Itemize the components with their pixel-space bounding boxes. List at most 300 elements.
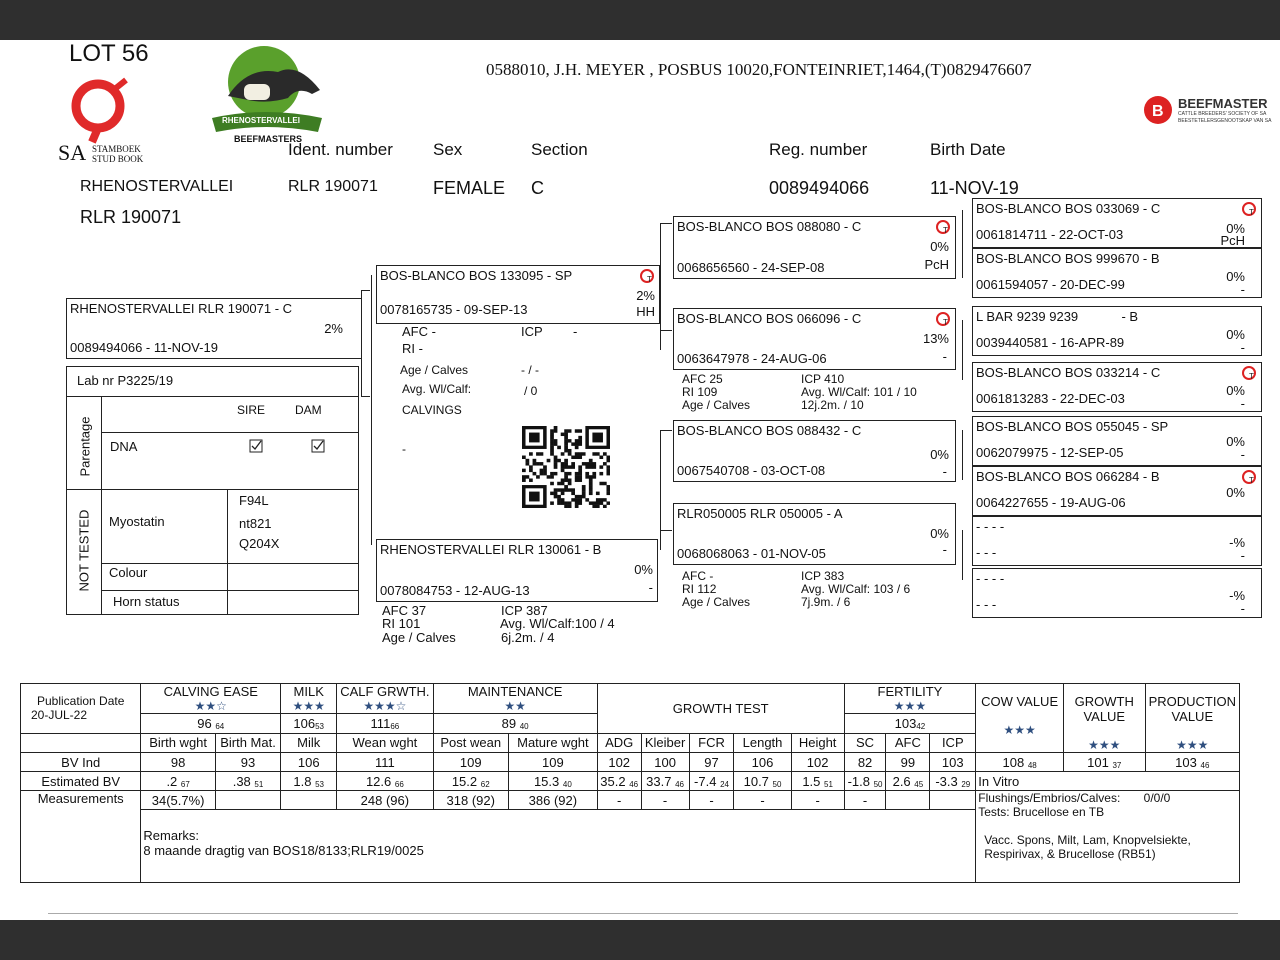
breeding-values-table <box>20 683 1240 883</box>
connector <box>660 250 661 350</box>
ancestor-status: PcH <box>924 257 949 272</box>
qr-module <box>564 439 568 442</box>
est-num: 15.3 <box>533 773 560 789</box>
est-value <box>844 772 886 791</box>
bvind-row <box>21 753 1240 772</box>
gd-age-label: Age / Calves <box>682 595 751 609</box>
est-value <box>886 772 930 791</box>
cow-stars: ★★★ <box>1003 723 1036 737</box>
qr-module <box>589 501 593 504</box>
qr-module <box>557 495 561 498</box>
qr-module <box>561 501 565 504</box>
ancestor-name: RLR050005 RLR 050005 - A <box>677 506 843 521</box>
sel-value: 96 <box>197 716 212 732</box>
qr-module <box>575 472 579 475</box>
head-calving <box>141 684 281 714</box>
myo-value: nt821 <box>239 516 272 531</box>
qr-module <box>578 465 582 468</box>
animal-box <box>66 298 362 359</box>
qr-module <box>568 439 572 442</box>
est-value <box>791 772 844 791</box>
gd-ri: RI 112 <box>682 582 717 596</box>
qr-module <box>557 482 561 485</box>
qr-module <box>575 439 579 442</box>
qr-module <box>557 488 561 491</box>
gen3-box <box>972 248 1262 298</box>
est-acc: 67 <box>180 779 190 789</box>
qr-module <box>568 472 572 475</box>
qr-module <box>529 465 533 468</box>
bvind-value: 82 <box>844 753 886 772</box>
qr-module <box>564 475 568 478</box>
qr-module <box>575 498 579 501</box>
index-value <box>976 753 1064 772</box>
ancestor-pct: 0% <box>1226 269 1245 284</box>
meas-value: - <box>641 791 689 810</box>
qr-module <box>582 488 586 491</box>
est-num: -3.3 <box>935 773 958 789</box>
dam-pct: 0% <box>634 562 653 577</box>
qr-module <box>606 492 610 495</box>
ancestor-name: BOS-BLANCO BOS 033069 - C <box>976 201 1161 216</box>
qr-module <box>533 472 537 475</box>
qr-module <box>582 452 586 455</box>
rhenostervallei-logo <box>208 42 328 146</box>
divider <box>101 397 102 614</box>
tests-text: Tests: Brucellose en TB <box>978 805 1105 819</box>
ancestor-reg: 0039440581 - 16-APR-89 <box>976 335 1125 350</box>
qr-module <box>596 492 600 495</box>
beefmaster-sub1: CATTLE BREEDERS' SOCIETY OF SA <box>1178 111 1267 117</box>
sire-status: HH <box>636 304 655 319</box>
ancestor-status: PcH <box>1220 233 1245 248</box>
qr-module <box>603 505 607 508</box>
sire-age-value: - / - <box>521 363 539 377</box>
flushing-cell <box>976 791 1240 883</box>
qr-module <box>596 505 600 508</box>
est-value <box>689 772 734 791</box>
calf-head-label: CALF GRWTH. <box>340 684 430 700</box>
maint-stars: ★★ <box>504 699 526 714</box>
qr-module <box>557 459 561 462</box>
ancestor-status: - <box>1240 396 1245 411</box>
connector <box>660 223 672 224</box>
qr-module <box>522 469 526 472</box>
qr-module <box>564 442 568 445</box>
ancestor-pct: 0% <box>930 239 949 254</box>
qr-module <box>582 495 586 498</box>
qr-module <box>550 492 554 495</box>
qr-module <box>554 426 558 429</box>
bvind-value: 97 <box>689 753 734 772</box>
qr-module <box>561 488 565 491</box>
dam-ri: RI 101 <box>382 616 421 631</box>
qr-module <box>533 459 537 462</box>
qr-module <box>554 472 558 475</box>
est-num: -7.4 <box>694 773 717 789</box>
qr-module <box>571 456 575 459</box>
qr-module <box>571 488 575 491</box>
ancestor-pct: -% <box>1229 535 1245 550</box>
qr-module <box>547 475 551 478</box>
milk-stars: ★★★ <box>292 699 325 714</box>
qr-module <box>589 465 593 468</box>
index-num: 103 <box>1175 754 1197 770</box>
ancestor-pct: 0% <box>1226 383 1245 398</box>
sel-acc: 64 <box>215 722 225 732</box>
divider <box>101 432 358 433</box>
dam-avg: Avg. Wl/Calf:100 / 4 <box>500 616 615 631</box>
qr-module <box>554 442 558 445</box>
milk-head-label: MILK <box>293 684 324 700</box>
gen3-box <box>972 568 1262 618</box>
divider <box>227 489 228 614</box>
qr-module <box>550 452 554 455</box>
connector <box>962 210 963 278</box>
in-vitro: In Vitro <box>976 772 1240 791</box>
column-header: Post wean <box>433 733 509 752</box>
qr-module <box>568 501 572 504</box>
qr-module <box>603 498 607 501</box>
gs-avg: Avg. Wl/Calf: 101 / 10 <box>801 385 917 399</box>
qr-module <box>599 498 603 501</box>
meas-value: - <box>791 791 844 810</box>
qr-module <box>589 482 593 485</box>
index-acc: 46 <box>1200 760 1210 770</box>
qr-module <box>582 485 586 488</box>
qr-module <box>585 472 589 475</box>
qr-module <box>578 475 582 478</box>
qr-module <box>596 498 600 501</box>
myo-value: F94L <box>239 493 269 508</box>
qr-module <box>554 488 558 491</box>
dam-age-value: 6j.2m. / 4 <box>501 630 555 645</box>
ancestor-status: - <box>942 464 947 479</box>
dam-reg: 0078084753 - 12-AUG-13 <box>380 583 530 598</box>
qr-module <box>592 475 596 478</box>
qr-module <box>543 469 547 472</box>
studbook-top: STAMBOEK <box>92 144 141 154</box>
index-value <box>1145 753 1239 772</box>
section-value: C <box>531 178 544 198</box>
sel-acc: 40 <box>519 722 529 732</box>
qr-module <box>575 478 579 481</box>
pub-date: 20-JUL-22 <box>31 708 88 723</box>
qr-module <box>575 452 579 455</box>
qr-module <box>606 488 610 491</box>
gen3-box <box>972 306 1262 356</box>
pedigree-certificate <box>0 40 1280 920</box>
ancestor-name: BOS-BLANCO BOS 055045 - SP <box>976 419 1169 434</box>
qr-module <box>606 469 610 472</box>
ancestor-reg: 0061814711 - 22-OCT-03 <box>976 227 1124 242</box>
qr-module <box>564 436 568 439</box>
qr-module <box>585 475 589 478</box>
est-acc: 40 <box>562 779 572 789</box>
qr-module <box>606 465 610 468</box>
est-value <box>433 772 509 791</box>
qr-module <box>578 429 582 432</box>
divider <box>101 563 358 564</box>
qr-module <box>589 492 593 495</box>
qr-module <box>564 465 568 468</box>
head-fertility <box>844 684 976 714</box>
qr-module <box>589 462 593 465</box>
dam-dna-checkbox-icon <box>311 439 325 458</box>
qr-module <box>554 465 558 468</box>
dna-label: DNA <box>110 439 138 454</box>
est-num: -1.8 <box>847 773 870 789</box>
column-header: SC <box>844 733 886 752</box>
ancestor-status: - <box>1240 601 1245 616</box>
column-header: Milk <box>281 733 337 752</box>
qr-module <box>599 482 603 485</box>
est-num: .2 <box>166 773 178 789</box>
lab-number-box <box>66 366 359 398</box>
qr-module <box>522 456 526 459</box>
bvind-value: 98 <box>141 753 215 772</box>
label-ident: Ident. number <box>288 140 393 159</box>
ancestor-reg: - - - <box>976 545 997 560</box>
qr-module <box>554 429 558 432</box>
gd-icp: ICP 383 <box>801 569 845 583</box>
est-num: .38 <box>232 773 251 789</box>
sel-value: 89 <box>501 716 517 732</box>
qr-module <box>578 442 582 445</box>
bvind-value: 93 <box>215 753 280 772</box>
measurements-row <box>21 791 1240 810</box>
rhino-logo-icon <box>208 42 328 146</box>
qr-module <box>578 498 582 501</box>
genetic-test-icon <box>1241 469 1258 486</box>
est-value <box>930 772 976 791</box>
qr-module <box>606 472 610 475</box>
qr-module <box>603 462 607 465</box>
animal-name: RHENOSTERVALLEI RLR 190071 - C <box>70 301 293 316</box>
dam-box <box>376 539 658 602</box>
genetic-test-icon <box>1241 365 1258 382</box>
est-value <box>337 772 433 791</box>
qr-module <box>564 433 568 436</box>
qr-module <box>550 433 554 436</box>
est-num: 33.7 <box>646 773 672 789</box>
est-value <box>141 772 215 791</box>
svg-text:T: T <box>943 318 948 327</box>
qr-module <box>561 478 565 481</box>
qr-module <box>568 488 572 491</box>
qr-finder <box>529 492 540 502</box>
est-value <box>641 772 689 791</box>
qr-module <box>561 465 565 468</box>
cow-head-label: COW VALUE <box>981 694 1059 709</box>
est-num: 35.2 <box>600 773 626 789</box>
label-sex: Sex <box>433 140 463 159</box>
sire-afc: AFC - <box>402 324 436 339</box>
index-acc: 48 <box>1027 760 1037 770</box>
qr-code-icon <box>522 426 610 508</box>
remarks-cell <box>141 810 976 883</box>
sire-name: BOS-BLANCO BOS 133095 - SP <box>380 268 573 283</box>
ancestor-pct: -% <box>1229 588 1245 603</box>
beefmaster-sub2: BEESTETELERSGENOOTSKAP VAN SA <box>1178 118 1272 124</box>
qr-module <box>550 429 554 432</box>
est-acc: 45 <box>914 779 924 789</box>
growth-head-label: GROWTH VALUE <box>1074 694 1134 724</box>
sire-avg-label: Avg. Wl/Calf: <box>402 382 472 396</box>
qr-module <box>550 482 554 485</box>
meas-value: - <box>689 791 734 810</box>
myostatin-label: Myostatin <box>109 514 165 529</box>
qr-module <box>561 433 565 436</box>
dam-icp: ICP 387 <box>501 603 548 618</box>
meas-value <box>886 791 930 810</box>
gs-age-value: 12j.2m. / 10 <box>801 398 864 412</box>
column-header: ADG <box>597 733 641 752</box>
svg-text:T: T <box>1249 208 1254 217</box>
head-growth-test: GROWTH TEST <box>597 684 844 734</box>
qr-module <box>585 465 589 468</box>
ancestor-reg: 0062079975 - 12-SEP-05 <box>976 445 1124 460</box>
gd-age-value: 7j.9m. / 6 <box>801 595 851 609</box>
sel-value: 103 <box>894 716 917 732</box>
qr-module <box>529 478 533 481</box>
qr-module <box>603 482 607 485</box>
qr-module <box>603 452 607 455</box>
connector <box>660 430 672 431</box>
qr-module <box>575 446 579 449</box>
fert-head-label: FERTILITY <box>877 684 943 700</box>
ancestor-reg: 0061594057 - 20-DEC-99 <box>976 277 1125 292</box>
qr-module <box>557 446 561 449</box>
qr-module <box>589 478 593 481</box>
gen3-box <box>972 198 1262 248</box>
qr-module <box>592 505 596 508</box>
meas-label: Measurements <box>21 791 141 883</box>
head-maint <box>433 684 597 714</box>
bvind-value: 106 <box>281 753 337 772</box>
qr-module <box>589 488 593 491</box>
est-acc: 51 <box>254 779 264 789</box>
genetic-test-icon <box>935 219 952 236</box>
gs-icp: ICP 410 <box>801 372 845 386</box>
qr-module <box>564 429 568 432</box>
qr-module <box>550 439 554 442</box>
lab-number: Lab nr P3225/19 <box>77 373 174 388</box>
gen3-box <box>972 362 1262 412</box>
sel-milk <box>281 714 337 733</box>
est-acc: 46 <box>675 779 685 789</box>
svg-text:T: T <box>1249 476 1254 485</box>
connector <box>962 430 963 480</box>
flush-label: Flushings/Embrios/Calves: <box>978 791 1121 805</box>
bvind-value: 109 <box>433 753 509 772</box>
head-growth <box>1063 684 1145 753</box>
index-value <box>1063 753 1145 772</box>
ancestor-name: BOS-BLANCO BOS 066096 - C <box>677 311 862 326</box>
birth-value: 11-NOV-19 <box>930 178 1019 198</box>
meas-value <box>215 791 280 810</box>
est-value <box>734 772 791 791</box>
qr-module <box>550 436 554 439</box>
bvind-value: 99 <box>886 753 930 772</box>
ancestor-status: - <box>1240 340 1245 355</box>
ancestor-pct: 0% <box>1226 221 1245 236</box>
qr-module <box>554 462 558 465</box>
qr-code[interactable] <box>522 426 610 508</box>
qr-module <box>543 472 547 475</box>
qr-module <box>526 459 530 462</box>
qr-module <box>564 472 568 475</box>
sel-calving <box>141 714 281 733</box>
bvind-value: 102 <box>597 753 641 772</box>
sex-value: FEMALE <box>433 178 506 198</box>
rhino-sub-text: BEEFMASTERS <box>234 134 303 144</box>
est-acc: 24 <box>720 779 729 789</box>
qr-module <box>561 492 565 495</box>
qr-module <box>547 459 551 462</box>
bottom-rule <box>48 913 1238 914</box>
divider <box>101 590 358 591</box>
connector <box>361 396 370 397</box>
animal-reg: 0089494066 - 11-NOV-19 <box>70 340 218 355</box>
qr-module <box>599 472 603 475</box>
qr-module <box>529 452 533 455</box>
ancestor-status: - <box>1240 447 1245 462</box>
meas-value: 318 (92) <box>433 791 509 810</box>
connector <box>660 223 661 263</box>
dam-name: RHENOSTERVALLEI RLR 130061 - B <box>380 542 602 557</box>
qr-module <box>529 469 533 472</box>
ancestor-status: - <box>942 542 947 557</box>
qr-module <box>550 442 554 445</box>
ancestor-pct: 0% <box>1226 327 1245 342</box>
est-acc: 46 <box>629 779 639 789</box>
column-header: AFC <box>886 733 930 752</box>
qr-module <box>564 488 568 491</box>
empty-cell <box>21 733 141 752</box>
remarks-text: 8 maande dragtig van BOS18/8133;RLR19/0025 <box>143 843 424 858</box>
ancestor-name: - - - - <box>976 571 1005 586</box>
est-num: 15.2 <box>451 773 478 789</box>
qr-module <box>582 492 586 495</box>
svg-text:B: B <box>1152 103 1164 120</box>
calf-stars: ★★★☆ <box>363 699 407 714</box>
ancestor-status: - <box>942 349 947 364</box>
connector <box>962 320 963 380</box>
meas-value <box>930 791 976 810</box>
animal-pct: 2% <box>324 321 343 336</box>
sel-acc: 53 <box>315 722 325 732</box>
est-acc: 50 <box>873 779 883 789</box>
ancestor-reg: 0068068063 - 01-NOV-05 <box>677 546 826 561</box>
sel-acc: 66 <box>390 722 400 732</box>
column-header: Mature wght <box>509 733 598 752</box>
flush-value: 0/0/0 <box>1143 791 1171 805</box>
qr-module <box>599 465 603 468</box>
sel-value: 111 <box>370 716 391 732</box>
qr-module <box>578 456 582 459</box>
dam-status: - <box>648 580 653 595</box>
vacc-text: Vacc. Spons, Milt, Lam, Knopvelsiekte, Respirivax, & Brucellose (RB51) <box>984 833 1191 861</box>
qr-module <box>578 478 582 481</box>
qr-module <box>575 456 579 459</box>
qr-module <box>575 442 579 445</box>
est-label: Estimated BV <box>21 772 141 791</box>
qr-module <box>557 501 561 504</box>
bvind-value: 111 <box>337 753 433 772</box>
svg-text:T: T <box>1249 372 1254 381</box>
meas-value <box>281 791 337 810</box>
